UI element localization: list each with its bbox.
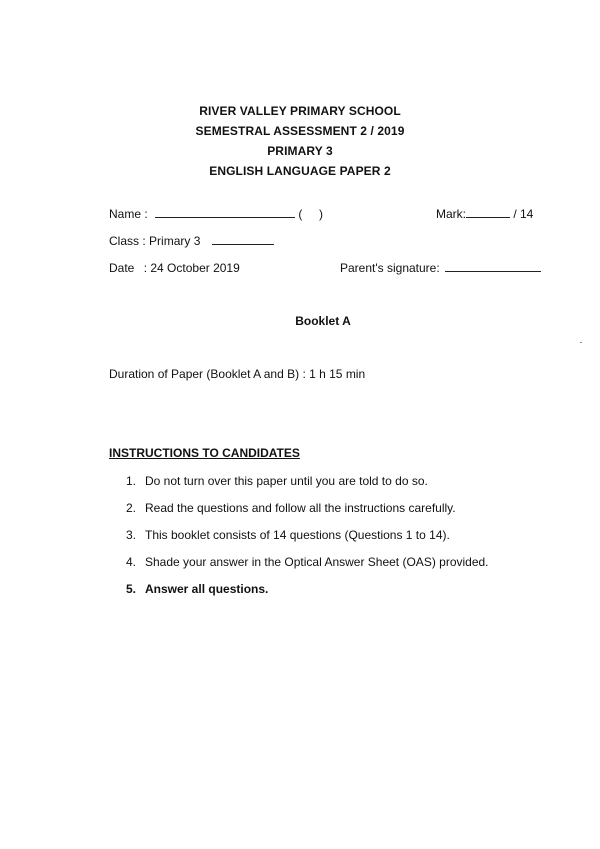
- name-label: Name :: [109, 207, 148, 221]
- booklet-title: Booklet A: [295, 314, 351, 328]
- mark-total: / 14: [513, 207, 534, 221]
- document-header: [0, 101, 600, 181]
- mark-row: [436, 207, 533, 221]
- class-row: [109, 234, 274, 248]
- signature-field[interactable]: [445, 261, 541, 272]
- class-value: : Primary 3: [142, 234, 201, 248]
- instruction-item: 3. This booklet consists of 14 questions (Questions 1 to 14).: [126, 528, 450, 542]
- level-title: PRIMARY 3: [267, 144, 333, 158]
- instructions-title: INSTRUCTIONS TO CANDIDATES: [109, 446, 300, 460]
- instructions-list: [126, 474, 489, 609]
- name-row: [109, 207, 323, 221]
- class-label: Class: [109, 234, 140, 248]
- mark-field[interactable]: [466, 207, 510, 218]
- instruction-item: 5. Answer all questions.: [126, 582, 269, 596]
- signature-row: [340, 261, 541, 275]
- date-row: [109, 261, 240, 275]
- class-field[interactable]: [212, 234, 274, 245]
- paper-title: ENGLISH LANGUAGE PAPER 2: [209, 164, 391, 178]
- school-name: RIVER VALLEY PRIMARY SCHOOL: [199, 104, 401, 118]
- date-label: Date: [109, 261, 135, 275]
- signature-label: Parent's signature:: [340, 261, 440, 275]
- duration-text: Duration of Paper (Booklet A and B) : 1 h 15 min: [109, 367, 366, 381]
- assessment-title: SEMESTRAL ASSESSMENT 2 / 2019: [195, 124, 405, 138]
- name-field[interactable]: [155, 207, 295, 218]
- date-value: : 24 October 2019: [143, 261, 240, 275]
- mark-label: Mark:: [436, 207, 466, 221]
- scan-speck: [580, 342, 582, 343]
- register-number-bracket: ( ): [298, 207, 324, 221]
- instruction-item: 4. Shade your answer in the Optical Answer Sheet (OAS) provided.: [126, 555, 489, 569]
- instruction-item: 2. Read the questions and follow all the instructions carefully.: [126, 501, 456, 515]
- instruction-item: 1. Do not turn over this paper until you are told to do so.: [126, 474, 428, 488]
